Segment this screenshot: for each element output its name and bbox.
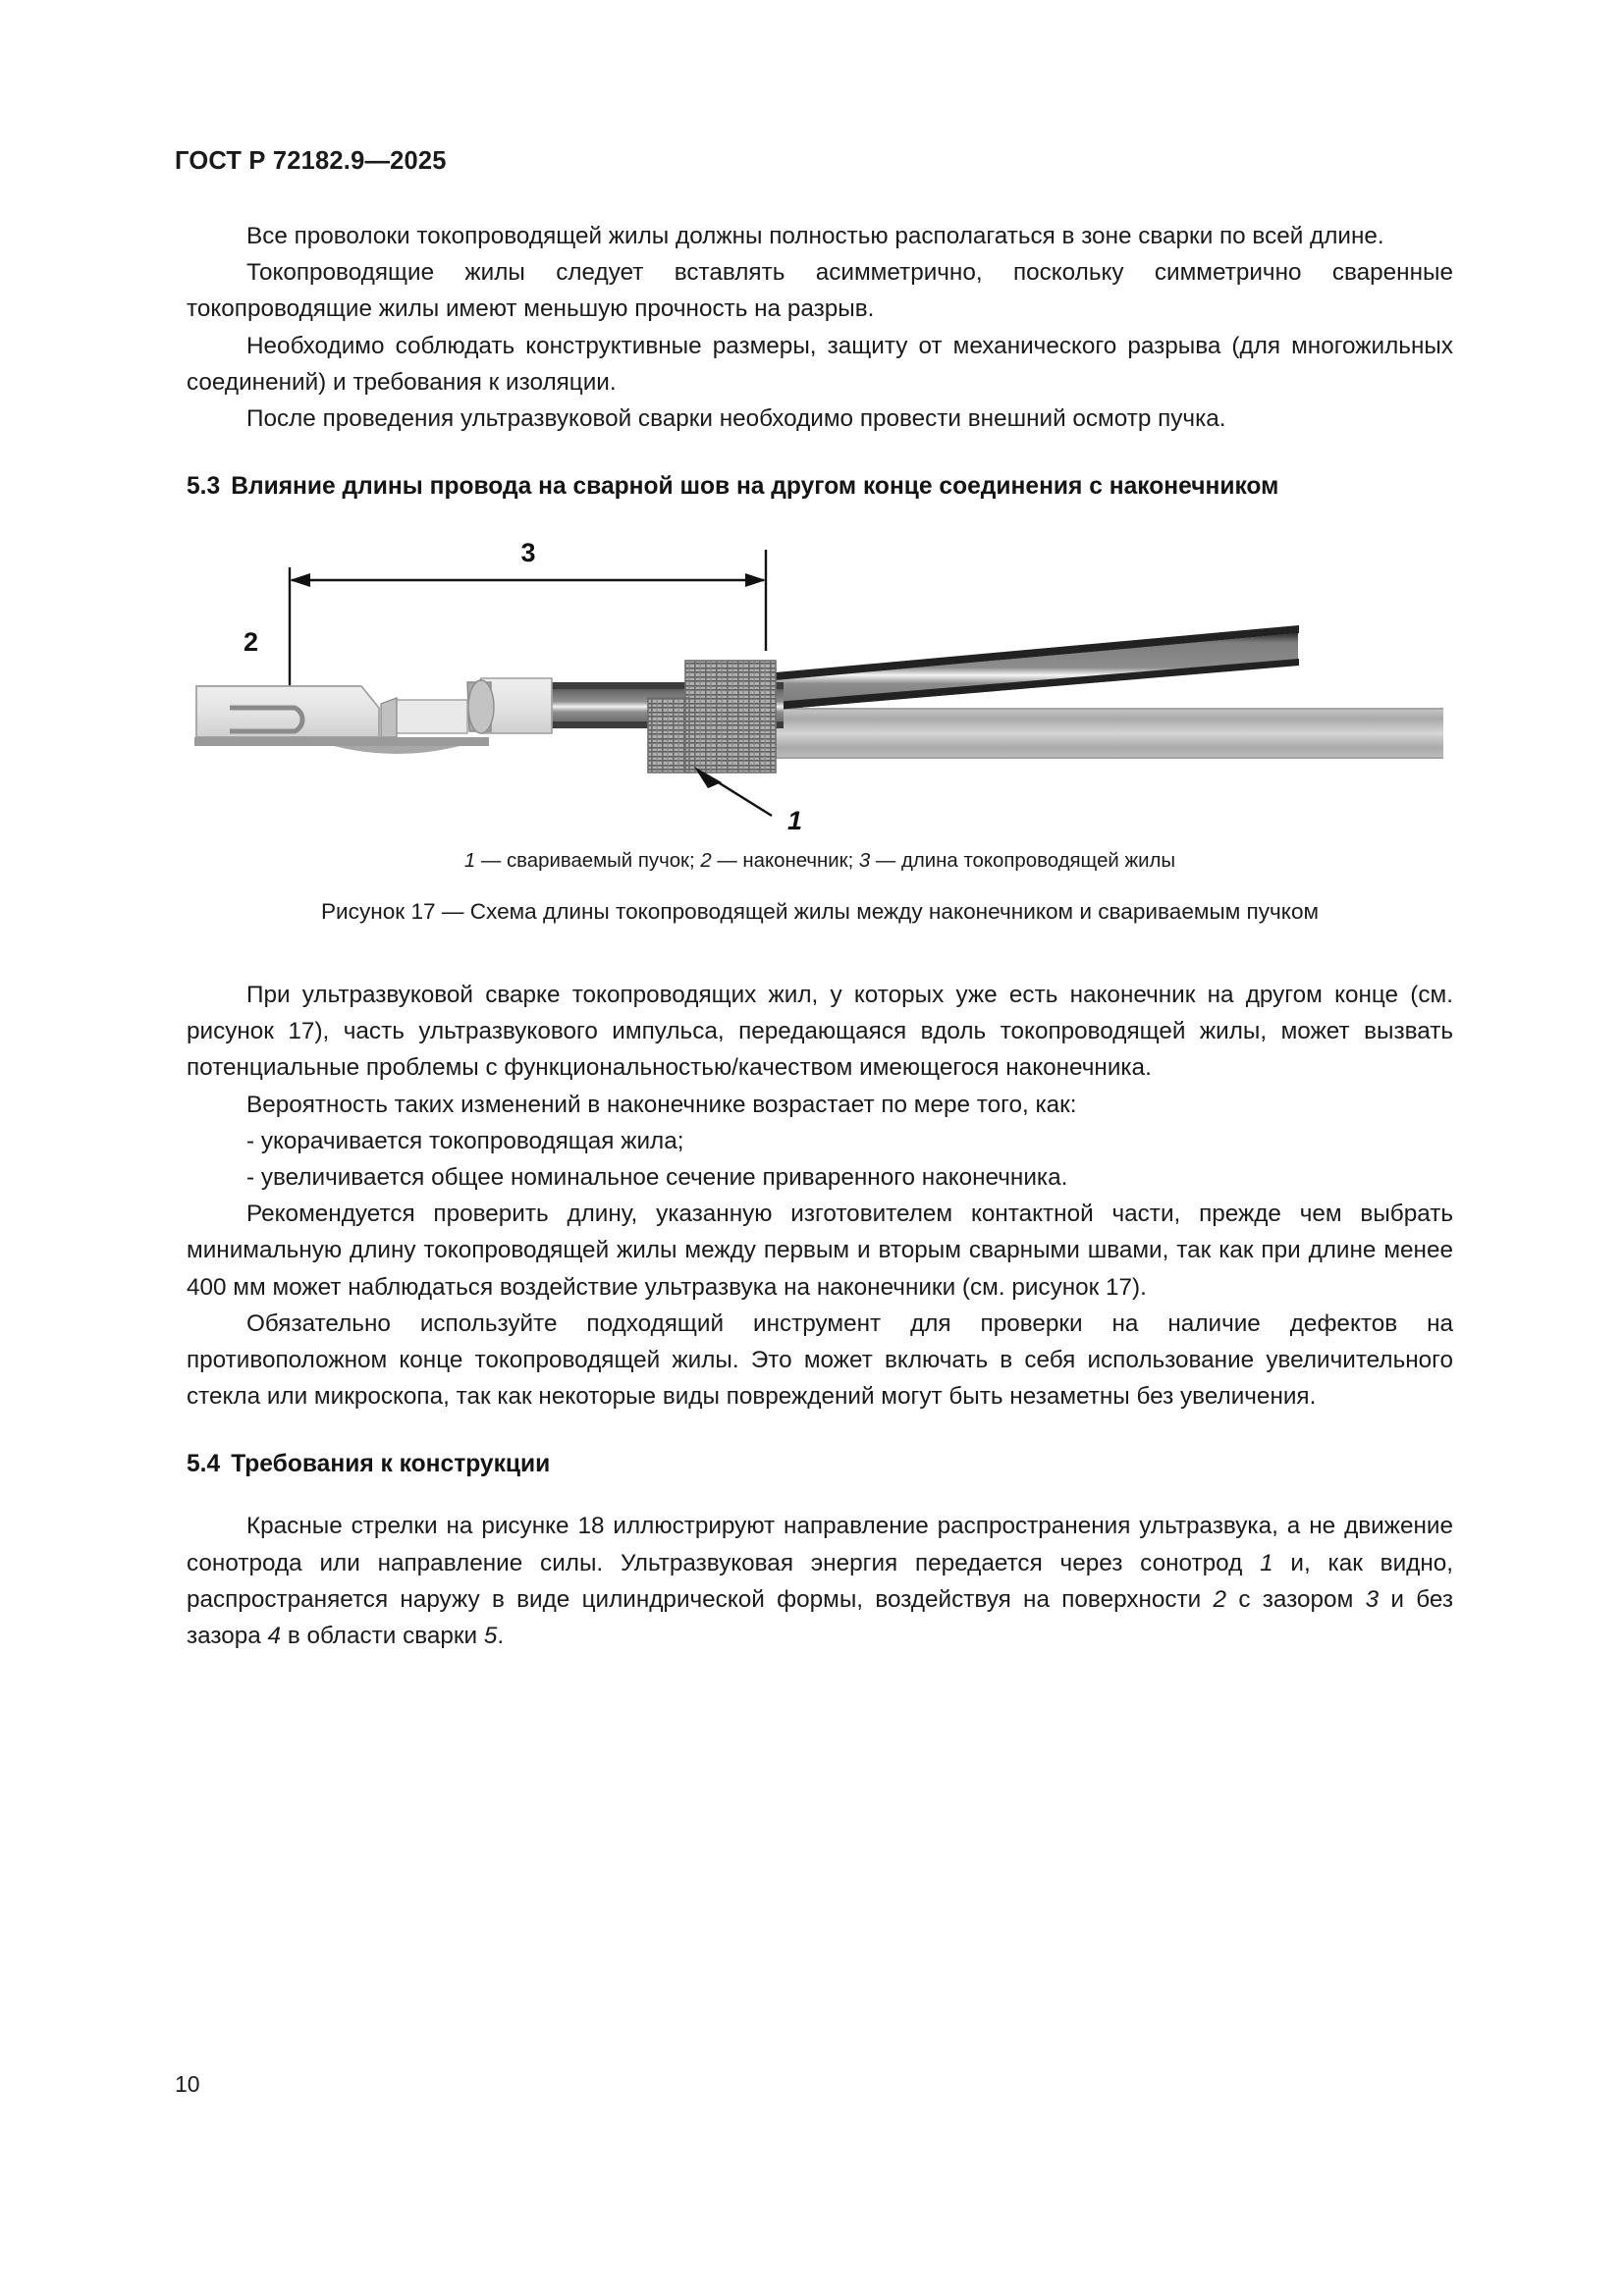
paragraph-1: Все проволоки токопроводящей жилы должны полностью располагаться в зоне сварки по всей длине. — [246, 223, 1384, 249]
par9-seg4: и без зазора — [187, 1585, 1454, 1650]
par9-seg5: в области сварки — [281, 1623, 484, 1650]
spacer — [187, 1415, 1453, 1448]
paragraph-3: Необходимо соблюдать конструктивные размеры, защиту от механического разрыва (для многожильных соединений) и требования к изоляции. — [187, 332, 1453, 396]
callout-2-label: 2 — [244, 627, 259, 657]
paragraph-4: После проведения ультразвуковой сварки необходимо провести внешний осмотр пучка. — [246, 405, 1226, 433]
figure-17 — [187, 535, 1453, 927]
figure-17-artwork — [187, 535, 1453, 829]
section-heading-5-3 — [187, 470, 1453, 504]
callout-1-label: 1 — [787, 806, 803, 829]
text-column-top — [187, 218, 1453, 504]
par9-ital3: 3 — [1365, 1585, 1380, 1613]
legend-text-2: — наконечник; — [711, 850, 859, 872]
terminal-lug — [194, 678, 552, 754]
legend-key-3: 3 — [858, 850, 871, 872]
par9-seg6: . — [497, 1623, 505, 1650]
legend-text-1: — свариваемый пучок; — [475, 850, 701, 872]
legend-key-2: 2 — [700, 850, 712, 872]
paragraph-8: Обязательно используйте подходящий инструмент для проверки на наличие дефектов на противоположном конце токопроводящей жилы. Это может включать в себя использование увеличительного стекла или микроскопа, так как некоторые виды повреждений могут быть незаметны без увеличения. — [187, 1309, 1453, 1411]
par9-ital2: 2 — [1213, 1585, 1227, 1613]
par9-seg1: Красные стрелки на рисунке 18 иллюстрируют направление распространения ультразвука, а не движение сонотрода или направление силы. Ультразвуковая энергия передается через сонотрод — [187, 1513, 1453, 1576]
par9-seg3: с зазором — [1226, 1585, 1366, 1613]
par9-ital4: 4 — [267, 1623, 282, 1650]
legend-text-3: — длина токопроводящей жилы — [870, 850, 1176, 872]
document-standard-header: ГОСТ Р 72182.9—2025 — [175, 147, 447, 175]
par9-ital1: 1 — [1260, 1549, 1273, 1576]
page-number: 10 — [175, 2071, 200, 2097]
dimension-arrow-right-icon — [745, 573, 766, 587]
branch-wire — [776, 625, 1299, 710]
cable-outer-sheath — [776, 708, 1443, 759]
legend-key-1: 1 — [463, 850, 476, 872]
figure-17-legend — [187, 829, 1453, 875]
text-column-bottom — [187, 977, 1453, 1654]
callout-3-label: 3 — [520, 538, 536, 567]
par9-seg2: и, как видно, распространяется наружу в виде цилиндрической формы, воздействуя на поверхности — [187, 1549, 1453, 1613]
figure-17-caption: Рисунок 17 — Схема длины токопроводящей жилы между наконечником и свариваемым пучком — [320, 899, 1320, 924]
dimension-arrow-left-icon — [290, 573, 310, 587]
paragraph-9 — [187, 1508, 1453, 1654]
par9-ital5: 5 — [483, 1623, 498, 1650]
spacer — [187, 437, 1453, 470]
weld-nugget — [648, 661, 776, 773]
wire-terminal-diagram — [187, 535, 1453, 829]
spacer — [187, 1481, 1453, 1508]
paragraph-7: Рекомендуется проверить длину, указанную изготовителем контактной части, прежде чем выбрать минимальную длину токопроводящей жилы между первым и вторым сварными швами, так как при длине менее 400 мм может наблюдаться воздействие ультразвука на наконечники (см. рисунок 17). — [187, 1201, 1453, 1301]
section-title-5-4: Требования к конструкции — [231, 1451, 551, 1478]
paragraph-5: При ультразвуковой сварке токопроводящих жил, у которых уже есть наконечник на другом конце (см. рисунок 17), часть ультразвукового импульса, передающаяся вдоль токопроводящей жилы, может вызвать потенциальные проблемы с функциональностью/качеством имеющегося наконечника. — [187, 982, 1453, 1082]
list-item-1: - укорачивается токопроводящая жила; — [246, 1127, 684, 1154]
paragraph-2: Токопроводящие жилы следует вставлять асимметрично, поскольку симметрично сваренные токопроводящие жилы имеют меньшую прочность на разрыв. — [187, 259, 1453, 323]
paragraph-6: Вероятность таких изменений в наконечнике возрастает по мере того, как: — [246, 1091, 1077, 1118]
section-number-5-3: 5.3 — [187, 473, 221, 501]
section-title-5-3: Влияние длины провода на сварной шов на другом конце соединения с наконечником — [231, 473, 1279, 501]
section-number-5-4: 5.4 — [187, 1451, 221, 1478]
list-item-2: - увеличивается общее номинальное сечение приваренного наконечника. — [246, 1164, 1068, 1192]
section-heading-5-4 — [187, 1448, 1453, 1481]
